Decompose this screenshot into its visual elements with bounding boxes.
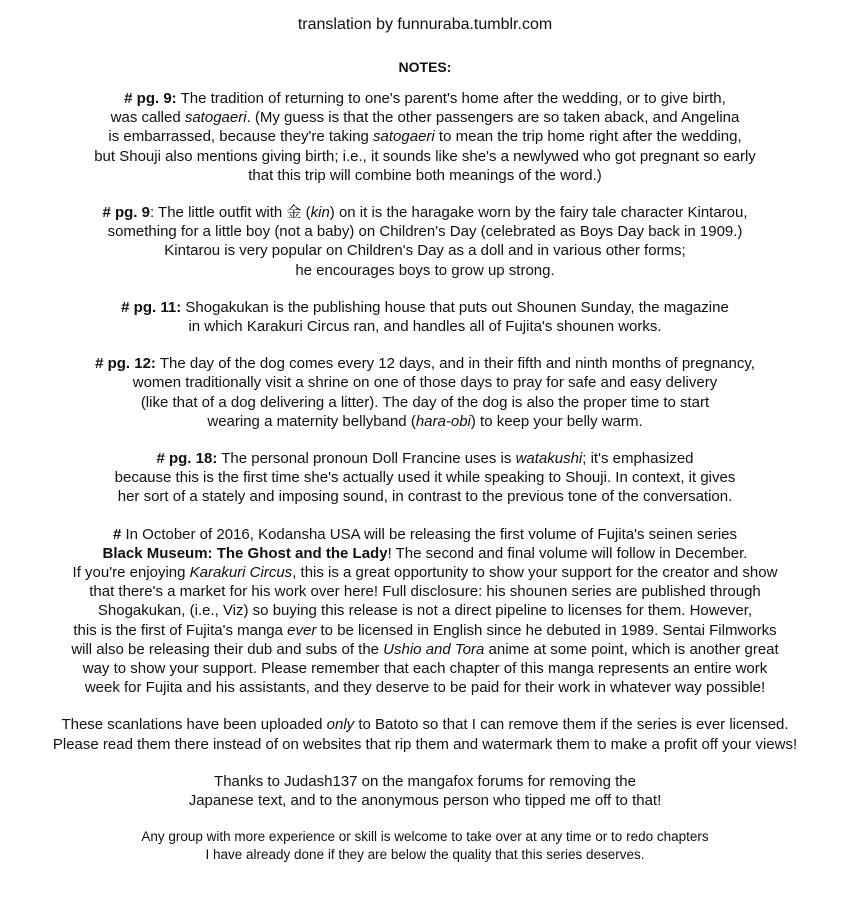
text-run: week for Fujita and his assistants, and they deserve to be paid for their work in whatever way possible!: [84, 679, 766, 697]
note-line: [0, 127, 850, 146]
text-run: wearing a maternity bellyband (: [207, 412, 416, 430]
footer-line: [0, 828, 850, 846]
text-run: something for a little boy (not a baby) on Children's Day (celebrated as Boys Day back in 1909.): [107, 223, 743, 241]
page-reference-label: # pg. 11:: [121, 298, 182, 316]
note-block: [0, 298, 850, 336]
text-run: These scanlations have been uploaded: [61, 716, 327, 734]
text-run: he encourages boys to grow up strong.: [295, 261, 555, 279]
note-line: [0, 147, 850, 166]
text-run: Any group with more experience or skill is welcome to take over at any time or to redo chapters: [141, 829, 709, 845]
text-run: Shogakukan, (i.e., Viz) so buying this release is not a direct pipeline to licenses for them. However,: [97, 602, 753, 620]
text-run: anime at some point, which is another great: [484, 640, 779, 658]
note-line: [0, 544, 850, 563]
text-run: The tradition of returning to one's parent's home after the wedding, or to give birth,: [180, 90, 726, 107]
note-line: [0, 659, 850, 678]
text-run: that there's a market for his work over here! Full disclosure: his shounen series are published through: [89, 583, 761, 601]
italic-term: watakushi: [515, 450, 583, 468]
text-run: to be licensed in English since he debuted in 1989. Sentai Filmworks: [316, 621, 777, 639]
text-run: this is the first of Fujita's manga: [73, 621, 288, 639]
text-run: ) to keep your belly warm.: [470, 412, 643, 430]
note-line: [0, 525, 850, 544]
text-run: Japanese text, and to the anonymous person who tipped me off to that!: [188, 792, 662, 810]
italic-term: hara-obi: [415, 412, 471, 430]
note-block: [0, 525, 850, 698]
text-run: to mean the trip home right after the wedding,: [434, 128, 742, 146]
note-line: [0, 166, 850, 185]
page-reference-label: # pg. 18:: [156, 450, 218, 468]
note-line: [0, 449, 850, 468]
note-line: [0, 317, 850, 336]
note-block: [0, 89, 850, 185]
note-line: [0, 108, 850, 127]
italic-term: Ushio and Tora: [383, 640, 485, 658]
note-block: [0, 203, 850, 280]
note-block: [0, 449, 850, 507]
note-line: [0, 261, 850, 280]
page-reference-label: # pg. 9: [102, 204, 150, 222]
text-run: to Batoto so that I can remove them if the series is ever licensed.: [354, 716, 789, 734]
notes-title: NOTES:: [398, 59, 452, 75]
note-line: [0, 393, 850, 412]
italic-term: kin: [310, 204, 330, 222]
text-run: Shogakukan is the publishing house that puts out Shounen Sunday, the magazine: [185, 298, 729, 316]
text-run: Thanks to Judash137 on the mangafox forums for removing the: [214, 772, 636, 790]
text-run: : The little outfit with 金 (: [149, 204, 311, 222]
page-reference-label: # pg. 9:: [124, 90, 177, 107]
upload_notice-line: [0, 715, 850, 734]
text-run: If you're enjoying: [72, 564, 190, 582]
text-run: Kintarou is very popular on Children's Day as a doll and in various other forms;: [164, 242, 686, 260]
text-run: but Shouji also mentions giving birth; i.e., it sounds like she's a newlywed who got pregnant so early: [94, 147, 756, 165]
italic-term: satogaeri: [373, 128, 435, 146]
note-block: [0, 354, 850, 431]
text-run: In October of 2016, Kodansha USA will be releasing the first volume of Fujita's seinen series: [125, 525, 738, 543]
note-line: [0, 582, 850, 601]
notes-list: [0, 89, 850, 697]
text-run: is embarrassed, because they're taking: [108, 128, 374, 146]
upload_notice-line: [0, 735, 850, 754]
footer-line: [0, 846, 850, 864]
note-line: [0, 468, 850, 487]
note-line: [0, 487, 850, 506]
text-run: The day of the dog comes every 12 days, and in their fifth and ninth months of pregnancy,: [159, 355, 755, 373]
text-run: ; it's emphasized: [582, 450, 694, 468]
text-run: because this is the first time she's actually used it while speaking to Shouji. In context, it gives: [114, 469, 736, 487]
note-line: [0, 640, 850, 659]
italic-term: only: [326, 716, 355, 734]
thanks-note: [0, 772, 850, 810]
italic-term: satogaeri: [184, 109, 247, 127]
thanks-line: [0, 772, 850, 791]
note-line: [0, 678, 850, 697]
note-line: [0, 373, 850, 392]
text-run: way to show your support. Please remember that each chapter of this manga represents an entire work: [82, 660, 768, 678]
note-line: [0, 354, 850, 373]
text-run: her sort of a stately and imposing sound, in contrast to the previous tone of the conversation.: [117, 488, 733, 506]
upload-notice: [0, 715, 850, 753]
text-run: that this trip will combine both meanings of the word.): [248, 166, 602, 184]
note-line: [0, 601, 850, 620]
note-line: [0, 222, 850, 241]
text-run: Please read them there instead of on websites that rip them and watermark them to make a profit off your views!: [52, 735, 798, 753]
translator-credit: translation by funnuraba.tumblr.com: [297, 16, 553, 33]
text-run: (like that of a dog delivering a litter). The day of the dog is also the proper time to start: [140, 393, 710, 411]
note-line: [0, 412, 850, 431]
note-line: [0, 89, 850, 108]
text-run: I have already done if they are below the quality that this series deserves.: [205, 847, 645, 863]
text-run: , this is a great opportunity to show your support for the creator and show: [292, 564, 778, 582]
text-run: The personal pronoun Doll Francine uses is: [221, 450, 516, 468]
thanks-line: [0, 791, 850, 810]
note-line: [0, 563, 850, 582]
text-run: women traditionally visit a shrine on one of those days to pray for safe and easy delivery: [132, 374, 718, 392]
text-run: in which Karakuri Circus ran, and handles all of Fujita's shounen works.: [188, 318, 662, 336]
text-run: was called: [110, 109, 185, 127]
footer-note: [0, 828, 850, 864]
italic-term: Karakuri Circus: [189, 564, 293, 582]
note-line: [0, 621, 850, 640]
text-run: ! The second and final volume will follow in December.: [387, 544, 748, 562]
text-run: ) on it is the haragake worn by the fairy tale character Kintarou,: [329, 204, 748, 222]
text-run: . (My guess is that the other passengers are so taken aback, and Angelina: [246, 109, 740, 127]
page-reference-label: #: [112, 525, 122, 543]
note-line: [0, 203, 850, 222]
text-run: will also be releasing their dub and subs of the: [71, 640, 384, 658]
note-line: [0, 298, 850, 317]
page-reference-label: # pg. 12:: [95, 355, 156, 373]
italic-term: ever: [287, 621, 317, 639]
bold-title: Black Museum: The Ghost and the Lady: [102, 544, 388, 562]
note-line: [0, 241, 850, 260]
